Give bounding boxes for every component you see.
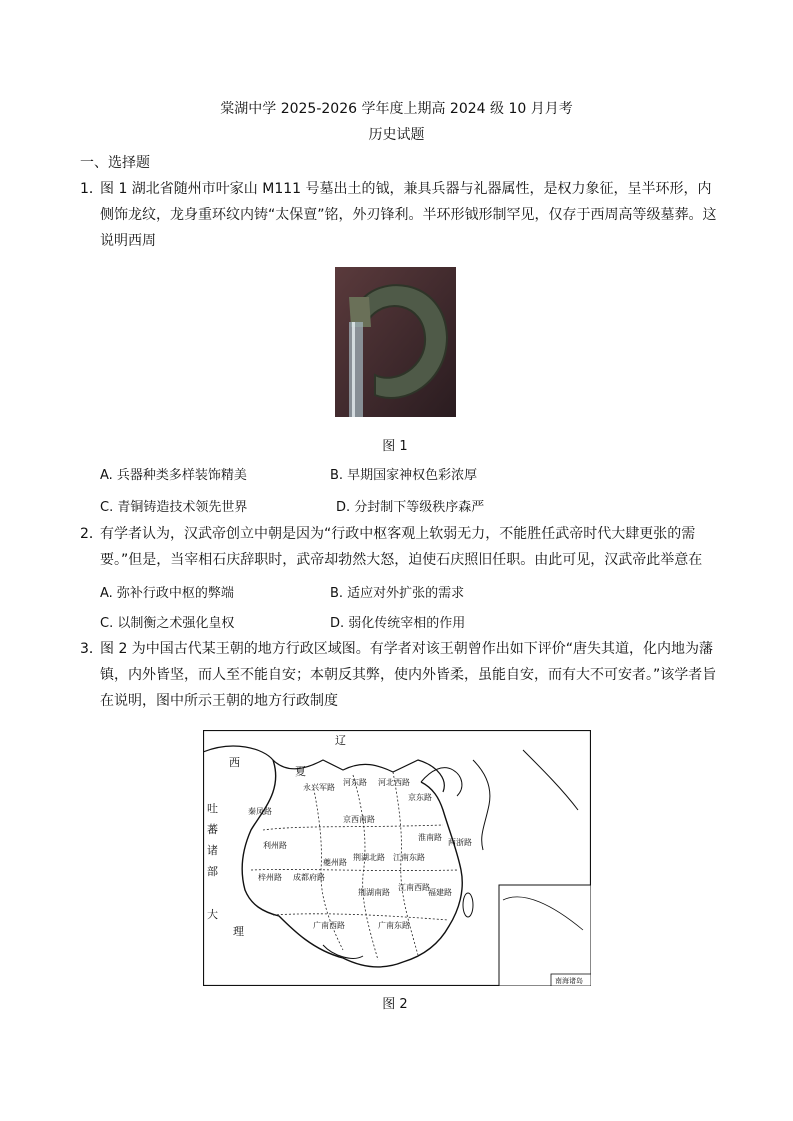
label-xia: 夏 xyxy=(295,765,306,778)
label-guangnan-w: 广南西路 xyxy=(313,921,345,930)
label-guangnan-e: 广南东路 xyxy=(378,921,410,930)
option-a[interactable]: A. 兵器种类多样装饰精美 xyxy=(100,468,247,483)
exam-subtitle: 历史试题 xyxy=(368,127,425,143)
label-liangzhe: 两浙路 xyxy=(448,838,472,847)
label-fujian: 福建路 xyxy=(428,888,452,897)
label-liao: 辽 xyxy=(335,734,346,747)
axe-photo xyxy=(335,267,456,417)
question-2 xyxy=(80,521,720,573)
question-text: 图 2 为中国古代某王朝的地方行政区域图。有学者对该王朝曾作出如下评价“唐失其道，化内地为藩镇，内外皆坚，而人至不能自安；本朝反其弊，使内外皆柔，虽能自安，而有大不可安者。”该学者旨在说明，图中所示王朝的地方行政制度 xyxy=(100,641,717,709)
label-jingdong: 京东路 xyxy=(408,793,432,802)
option-b[interactable]: B. 适应对外扩张的需求 xyxy=(330,586,465,601)
label-inset: 南海诸岛 xyxy=(555,977,583,985)
option-c[interactable]: C. 以制衡之术强化皇权 xyxy=(100,616,235,631)
label-jiangnan: 江南东路 xyxy=(393,853,425,862)
label-chengdu: 成都府路 xyxy=(293,873,325,882)
label-hebei: 河北西路 xyxy=(378,778,410,787)
exam-title: 棠湖中学 2025-2026 学年度上期高 2024 级 10 月月考 xyxy=(220,101,573,117)
label-jingxi: 京西南路 xyxy=(343,815,375,824)
label-bu: 部 xyxy=(207,865,218,878)
label-yongxing: 永兴军路 xyxy=(303,783,335,792)
question-1 xyxy=(80,176,720,254)
label-bo: 蕃 xyxy=(207,823,218,836)
label-lizhou: 利州路 xyxy=(263,841,287,850)
label-zhu: 诸 xyxy=(207,844,218,857)
label-jinghu-s: 荆湖南路 xyxy=(358,888,390,897)
label-tu: 吐 xyxy=(207,802,218,815)
figure-2-caption: 图 2 xyxy=(382,997,408,1012)
option-d[interactable]: D. 分封制下等级秩序森严 xyxy=(336,500,485,515)
song-map xyxy=(203,730,591,986)
question-number: 2． xyxy=(80,526,103,542)
question-3 xyxy=(80,636,720,714)
label-li: 理 xyxy=(233,925,244,938)
label-zizhou: 梓州路 xyxy=(258,873,282,882)
label-huainan: 淮南路 xyxy=(418,833,442,842)
label-qinfeng: 秦凤路 xyxy=(248,807,272,816)
section-label: 一、选择题 xyxy=(80,155,150,171)
label-hedong: 河东路 xyxy=(343,778,367,787)
label-xi: 西 xyxy=(229,756,240,769)
figure-1-caption: 图 1 xyxy=(382,439,408,454)
option-d[interactable]: D. 弱化传统宰相的作用 xyxy=(330,616,466,631)
question-number: 3． xyxy=(80,641,103,657)
option-b[interactable]: B. 早期国家神权色彩浓厚 xyxy=(330,468,478,483)
option-a[interactable]: A. 弥补行政中枢的弊端 xyxy=(100,586,234,601)
label-kuizhou: 夔州路 xyxy=(323,858,347,867)
label-da: 大 xyxy=(207,908,218,921)
question-text: 图 1 湖北省随州市叶家山 M111 号墓出土的钺，兼具兵器与礼器属性，是权力象征，呈半环形，内侧饰龙纹，龙身重环纹内铸“太保亶”铭，外刃锋利。半环形钺形制罕见，仅存于西周高等级墓葬。这说明西周 xyxy=(100,181,717,249)
question-text: 有学者认为，汉武帝创立中朝是因为“行政中枢客观上软弱无力，不能胜任武帝时代大肆更张的需要。”但是，当宰相石庆辞职时，武帝却勃然大怒，迫使石庆照旧任职。由此可见，汉武帝此举意在 xyxy=(100,526,703,568)
label-jinghu-n: 荆湖北路 xyxy=(353,853,385,862)
option-c[interactable]: C. 青铜铸造技术领先世界 xyxy=(100,500,248,515)
question-number: 1． xyxy=(80,181,103,197)
label-jiangnan-w: 江南西路 xyxy=(398,883,430,892)
